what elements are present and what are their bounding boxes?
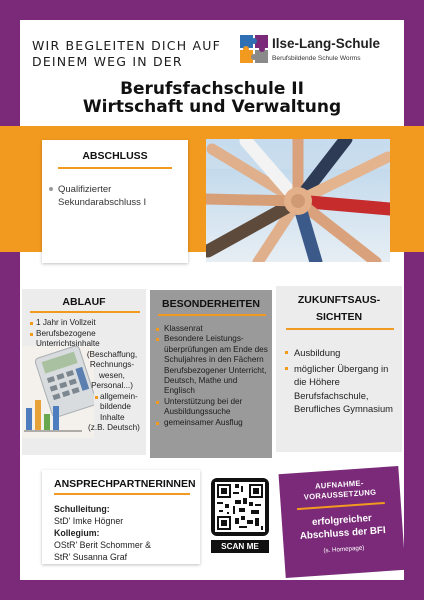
list-item xyxy=(284,362,398,415)
ablauf-underline xyxy=(30,311,140,313)
scan-me-text: SCAN ME xyxy=(221,542,259,551)
list-item xyxy=(30,329,144,350)
aufnahme-line-2: VORAUSSETZUNG xyxy=(303,487,377,502)
abschluss-item xyxy=(58,183,180,209)
ablauf-heading-text: ABLAUF xyxy=(62,296,106,308)
bullet-icon xyxy=(49,187,53,191)
list-item xyxy=(30,423,144,434)
list-item xyxy=(284,346,398,359)
kollegium-name: StR' Susanna Graf xyxy=(54,552,128,562)
kollegium-name: OStR' Berit Schommer & xyxy=(54,540,152,550)
team-hands-image xyxy=(206,139,390,262)
aufnahme-card xyxy=(279,466,406,578)
page-title xyxy=(40,80,384,116)
contacts-underline xyxy=(54,493,190,495)
contact-card xyxy=(42,470,200,564)
kollegium-label: Kollegium: xyxy=(54,528,100,538)
qr-code-icon xyxy=(215,482,265,532)
heading-underline xyxy=(58,167,172,169)
list-item xyxy=(156,418,268,428)
list-item-text: (Beschaffung, Rechnungs- wesen, Personal...) xyxy=(86,349,138,390)
list-item xyxy=(30,392,144,424)
besonderheiten-underline xyxy=(158,314,266,316)
qr-code[interactable] xyxy=(211,478,269,536)
scan-me-label xyxy=(211,540,269,553)
bullet-icon xyxy=(156,338,159,341)
aufnahme-main xyxy=(282,511,403,544)
list-item-text: allgemein- bildende Inhalte xyxy=(100,391,138,422)
tagline: WIR BEGLEITEN DICH AUF DEINEM WEG IN DER xyxy=(32,38,221,69)
school-logo xyxy=(238,33,272,67)
list-item-text: Besondere Leistungs- überprüfungen am Ende des Schuljahres in den Fächern Berufsbezogener Unterricht, Deutsch, Mathe und Englisch xyxy=(164,334,268,396)
leitung-name: StD' Imke Högner xyxy=(54,516,124,526)
puzzle-logo-icon xyxy=(238,33,270,65)
list-item xyxy=(30,318,144,329)
list-item-text: möglicher Übergang in die Höhere Berufsfachschule, Berufliches Gymnasium xyxy=(294,363,393,414)
bullet-icon xyxy=(30,322,33,325)
ablauf-heading xyxy=(22,296,146,308)
contacts-heading: ANSPRECHPARTNERINNEN xyxy=(54,478,196,490)
title-line-1: Berufsfachschule II xyxy=(120,79,304,99)
list-item-text: Berufsbezogene Unterrichtsinhalte xyxy=(36,328,100,348)
school-name: Ilse-Lang-Schule xyxy=(272,36,381,51)
leitung-label: Schulleitung: xyxy=(54,504,110,514)
aufnahme-main-line-1: erfolgreicher xyxy=(311,512,373,529)
aufnahme-heading xyxy=(279,476,400,504)
bullet-icon xyxy=(156,401,159,404)
besonderheiten-list xyxy=(156,324,268,428)
list-item xyxy=(156,324,268,334)
aufnahme-note: (s. Homepage) xyxy=(323,544,365,555)
besonderheiten-heading-text: BESONDERHEITEN xyxy=(161,298,260,310)
list-item xyxy=(156,334,268,396)
zukunft-heading-line-2: SICHTEN xyxy=(315,311,363,323)
abschluss-card xyxy=(42,140,188,263)
list-item-text: (z.B. Deutsch) xyxy=(88,423,140,432)
team-hands-photo xyxy=(206,139,390,262)
bullet-icon xyxy=(156,422,159,425)
list-item-text: Klassenrat xyxy=(164,324,203,333)
aufnahme-main-line-2: Abschluss der BFI xyxy=(299,524,387,542)
abschluss-heading: ABSCHLUSS xyxy=(82,150,148,162)
zukunft-heading-line-1: ZUKUNFTSAUS- xyxy=(297,294,381,306)
list-item xyxy=(156,397,268,418)
zukunft-underline xyxy=(286,328,394,330)
zukunft-list xyxy=(284,346,398,415)
aufnahme-line-1: AUFNAHME- xyxy=(314,478,364,491)
bullet-icon xyxy=(285,351,288,354)
bullet-icon xyxy=(95,396,98,399)
bullet-icon xyxy=(30,333,33,336)
list-item-text: Unterstützung bei der Ausbildungssuche xyxy=(164,396,243,417)
bullet-icon xyxy=(285,367,288,370)
list-item-text: gemeinsamer Ausflug xyxy=(164,417,243,427)
bullet-icon xyxy=(156,328,159,331)
list-item-text: 1 Jahr in Vollzeit xyxy=(36,318,96,327)
ablauf-list xyxy=(30,318,144,434)
aufnahme-divider xyxy=(297,502,385,510)
list-item xyxy=(30,350,144,392)
title-line-2: Wirtschaft und Verwaltung xyxy=(82,97,342,117)
list-item-text: Ausbildung xyxy=(294,347,341,358)
contacts-body xyxy=(54,503,200,563)
besonderheiten-heading xyxy=(150,298,272,310)
school-subtitle: Berufsbildende Schule Worms xyxy=(272,55,361,62)
zukunft-heading xyxy=(276,292,402,326)
abschluss-item-text: Qualifizierter Sekundarabschluss I xyxy=(58,184,147,208)
